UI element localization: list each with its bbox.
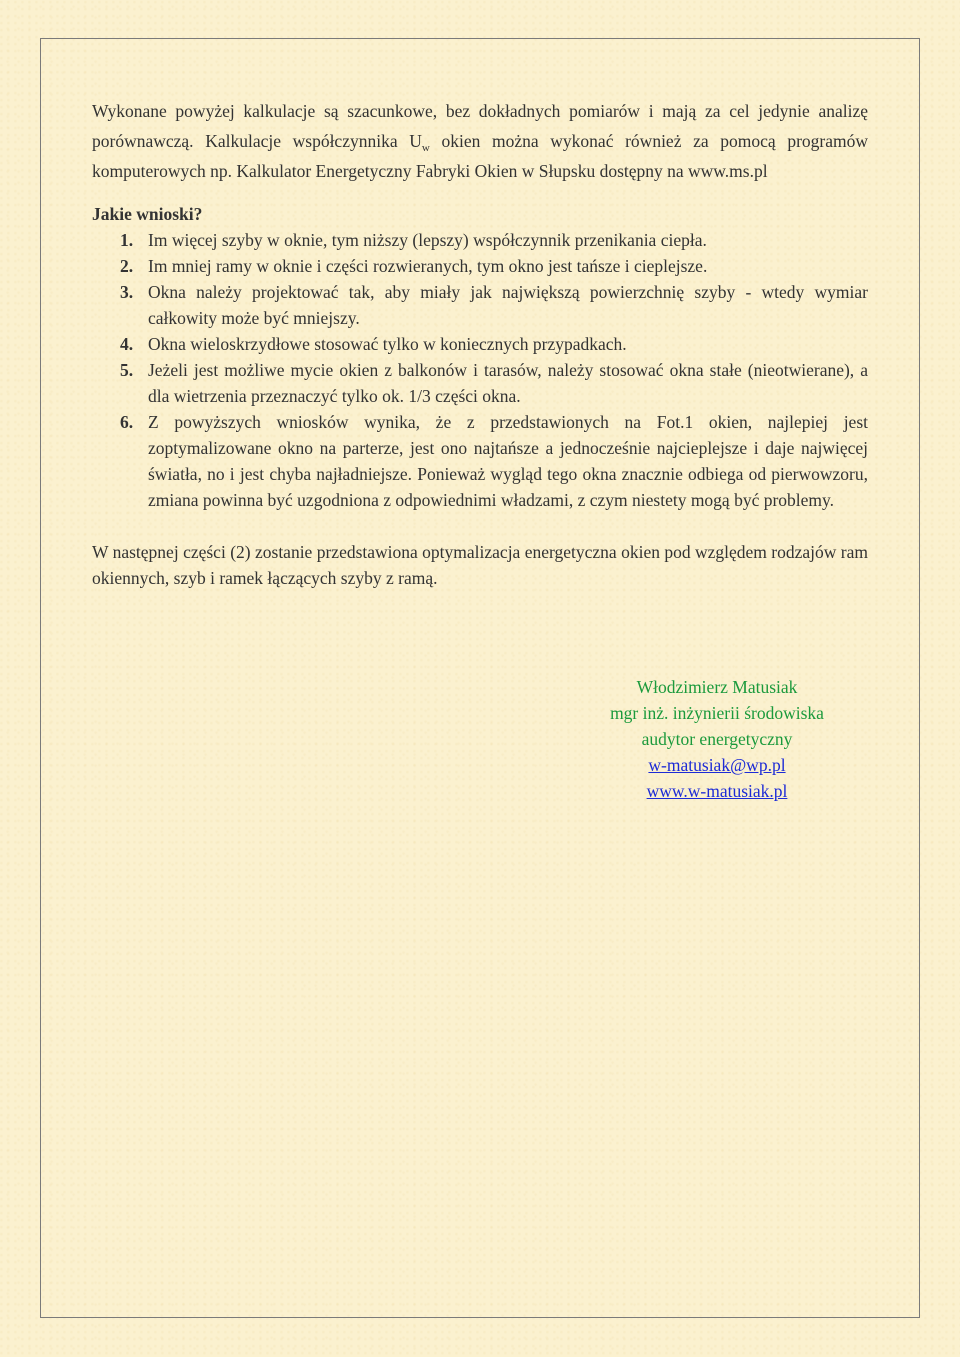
intro-text-end: okien można wykonać również za pomocą programów komputerowych np. Kalkulator Energetyczny Fabryki Okien w Słupsku dostępny na www.ms.pl [92, 131, 868, 181]
list-item [92, 409, 868, 513]
intro-paragraph [92, 96, 868, 186]
website-link[interactable]: www.w-matusiak.pl [646, 781, 788, 801]
list-item-text: Z powyższych wniosków wynika, że z przedstawionych na Fot.1 okien, najlepiej jest zoptymalizowane okno na parterze, jest ono najtańsze a jednocześnie najcieplejsze i daje najwięcej światła, no i jest chyba najładniejsze. Ponieważ wygląd tego okna znacznie odbiega od pierwowzoru, zmiana powinna być uzgodniona z odpowiednimi władzami, z czym niestety mogą być problemy. [148, 412, 868, 510]
list-item-number: 3. [120, 282, 134, 302]
conclusions-list [92, 227, 868, 513]
list-item-text: Okna wieloskrzydłowe stosować tylko w koniecznych przypadkach. [148, 334, 627, 354]
conclusions-heading: Jakie wnioski? [92, 204, 203, 224]
list-item-number: 6. [120, 412, 134, 432]
list-item-number: 5. [120, 360, 134, 380]
document-body [92, 96, 868, 591]
list-item [92, 357, 868, 409]
author-degree: mgr inż. inżynierii środowiska [610, 703, 824, 723]
author-name: Włodzimierz Matusiak [636, 677, 798, 697]
list-item [92, 253, 868, 279]
list-item-text: Im więcej szyby w oknie, tym niższy (lepszy) współczynnik przenikania ciepła. [148, 230, 707, 250]
list-item-number: 1. [120, 230, 134, 250]
email-link[interactable]: w-matusiak@wp.pl [648, 755, 786, 775]
list-item [92, 331, 868, 357]
next-part-paragraph: W następnej części (2) zostanie przedstawiona optymalizacja energetyczna okien pod względem rodzajów ram okiennych, szyb i ramek łączących szyby z ramą. [92, 542, 868, 588]
author-role: audytor energetyczny [641, 729, 793, 749]
list-item-number: 4. [120, 334, 134, 354]
list-item-text: Jeżeli jest możliwe mycie okien z balkonów i tarasów, należy stosować okna stałe (nieotwierane), a dla wietrzenia przeznaczyć tylko ok. 1/3 części okna. [148, 360, 868, 406]
author-signature [560, 674, 874, 804]
list-item-text: Im mniej ramy w oknie i części rozwieranych, tym okno jest tańsze i cieplejsze. [148, 256, 708, 276]
subscript-w: w [421, 142, 430, 154]
list-item-text: Okna należy projektować tak, aby miały jak największą powierzchnię szyby - wtedy wymiar całkowity może być mniejszy. [148, 282, 868, 328]
list-item [92, 279, 868, 331]
list-item-number: 2. [120, 256, 134, 276]
intro-text-start: Wykonane powyżej kalkulacje są szacunkowe, bez dokładnych pomiarów i mają za cel jedynie analizę porównawczą. Kalkulacje współczynnika U [92, 101, 868, 151]
list-item [92, 227, 868, 253]
